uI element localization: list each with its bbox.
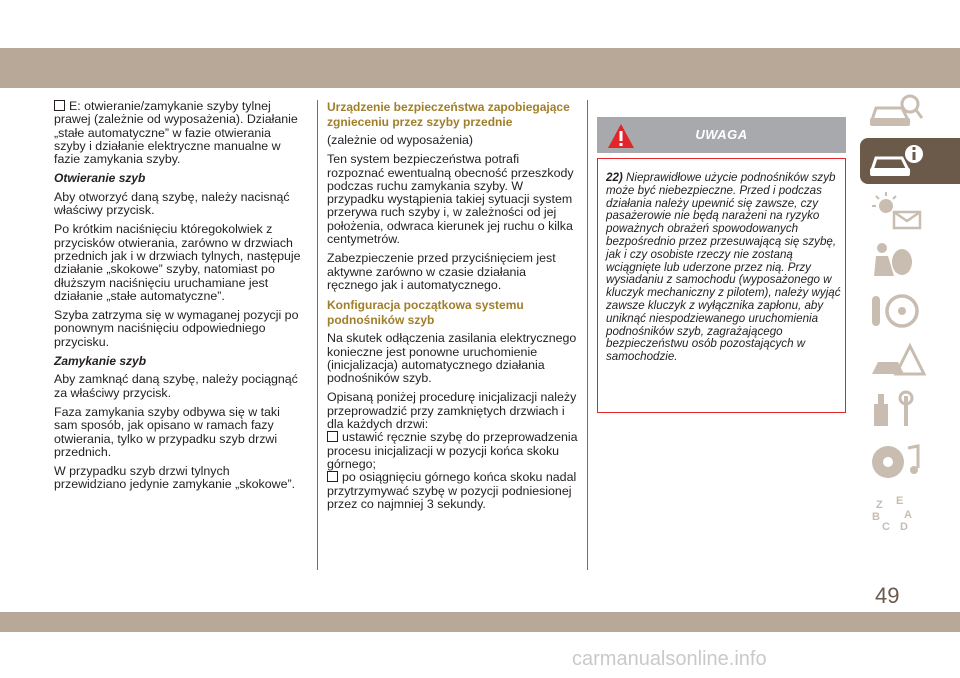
list-item: po osiągnięciu górnego końca skoku nadal przytrzymywać szybę w pozycji podniesionej przez co najmniej 3 sekundy. [327,470,577,511]
car-search-icon [866,90,926,132]
paragraph: Opisaną poniżej procedurę inicjalizacji należy przeprowadzić przy zamkniętych drzwiach i dla każdych drzwi: [327,390,577,432]
checkbox-icon [327,471,338,482]
paragraph: Aby zamknąć daną szybę, należy pociągnąć za właściwy przycisk. [54,372,298,400]
svg-text:C: C [882,521,890,532]
heading-close-windows: Zamykanie szyb [54,354,147,369]
emergency-triangle-icon [866,340,926,382]
heading-initial-config: Konfiguracja początkowa systemu podnośników szyb [327,298,524,328]
paragraph: Aby otworzyć daną szybę, należy nacisnąć właściwy przycisk. [54,189,290,218]
paragraph: Po krótkim naciśnięciu któregokolwiek z przycisków otwierania, zarówno w drzwiach przednich jak i w drzwiach tylnych, następuje działanie „skokowe” szyby, natomiast po dłuższym naciśnięciu uruchamiane jest działanie „stałe automatyczne”. [54,222,301,303]
heading-open-windows: Otwieranie szyb [54,171,146,186]
paragraph: Na skutek odłączenia zasilania elektrycznego konieczne jest ponowne uruchomienie (inicjalizacja) automatycznego działania podnośników szyb. [327,331,577,386]
top-band [0,48,960,88]
paragraph: Faza zamykania szyby odbywa się w taki sam sposób, jak opisano w ramach fazy otwierania, tylko w przypadku szyb drzwi przednich. [54,404,280,459]
tab-vehicle-info[interactable] [860,88,960,134]
tab-warning-lights[interactable] [860,188,960,234]
tab-getting-to-know[interactable] [860,138,960,184]
left-column [54,100,304,498]
tools-icon [866,390,926,432]
intro-paragraph: E: otwieranie/zamykanie szyby tylnej prawej (zależnie od wyposażenia). Działanie „stałe automatyczne” w fazie otwierania szyby i działanie elektryczne manualne w fazie zamykania szyby. [54,99,298,167]
paragraph: W przypadku szyb drzwi tylnych przewidziano jedynie zamykanie „skokowe”. [54,464,296,492]
tab-safety[interactable] [860,238,960,284]
svg-text:D: D [900,521,908,532]
svg-text:B: B [872,511,880,523]
alphabet-index-icon [866,490,926,532]
middle-column [327,100,579,517]
column-divider [317,100,318,570]
multimedia-icon [866,440,926,482]
paragraph: Ten system bezpieczeństwa potrafi rozpoznać ewentualną obecność przeszkody podczas ruchu zamykania szyby. W przypadku wystąpienia takiej sytuacji system przerywa ruch szyby i, w zależności od jej położenia, odwraca kierunek jej ruchu o kilka centymetrów. [327,152,574,247]
checkbox-icon [327,431,338,442]
svg-text:A: A [904,509,912,521]
tab-index[interactable] [860,488,960,534]
tab-emergency[interactable] [860,338,960,384]
airbag-icon [866,240,926,282]
bottom-band [0,612,960,632]
list-item: ustawić ręcznie szybę do przeprowadzenia procesu inicjalizacji w pozycji końca skoku górnego; [327,430,578,471]
tab-multimedia[interactable] [860,438,960,484]
warning-box [597,158,846,413]
column-divider [587,100,588,570]
steering-wheel-icon [866,290,926,332]
watermark: carmanualsonline.info [572,648,767,670]
paragraph: (zależnie od wyposażenia) [327,133,474,147]
warning-title: UWAGA [695,127,748,142]
svg-text:Z: Z [876,499,883,511]
warning-header [597,117,846,153]
checkbox-icon [54,100,65,111]
paragraph: Szyba zatrzyma się w wymaganej pozycji po ponownym naciśnięciu odpowiedniego przycisku. [54,308,299,349]
car-info-icon [866,140,926,182]
paragraph: Zabezpieczenie przed przyciśnięciem jest aktywne zarówno w czasie działania ręcznego jak i automatycznego. [327,251,556,292]
tab-servicing[interactable] [860,388,960,434]
tab-starting-driving[interactable] [860,288,960,334]
light-envelope-icon [866,190,926,232]
warning-number: 22) [606,171,623,184]
warning-text: Nieprawidłowe użycie podnośników szyb może być niebezpieczne. Przed i podczas działania należy upewnić się zawsze, czy pasażerowie nie będą narażeni na ryzyko poważnych obrażeń spowodowanych bezpośrednio przez przesuwającą się szybę, jak i czy osobiste rzeczy nie zostaną wciągnięte lub uderzone przez nią. Przy wysiadaniu z samochodu (wyposażonego w kluczyk mechaniczny z pilotem), należy wyjąć zawsze kluczyk z wyłącznika zapłonu, aby uniknąć niespodziewanego uruchomienia podnośników szyb, zagrażającego bezpieczeństwu osób pozostających w samochodzie. [606,171,841,364]
heading-anti-pinch: Urządzenie bezpieczeństwa zapobiegające zgnieceniu przez szyby przednie [327,100,570,129]
page-number: 49 [875,583,900,608]
svg-text:E: E [896,495,904,507]
